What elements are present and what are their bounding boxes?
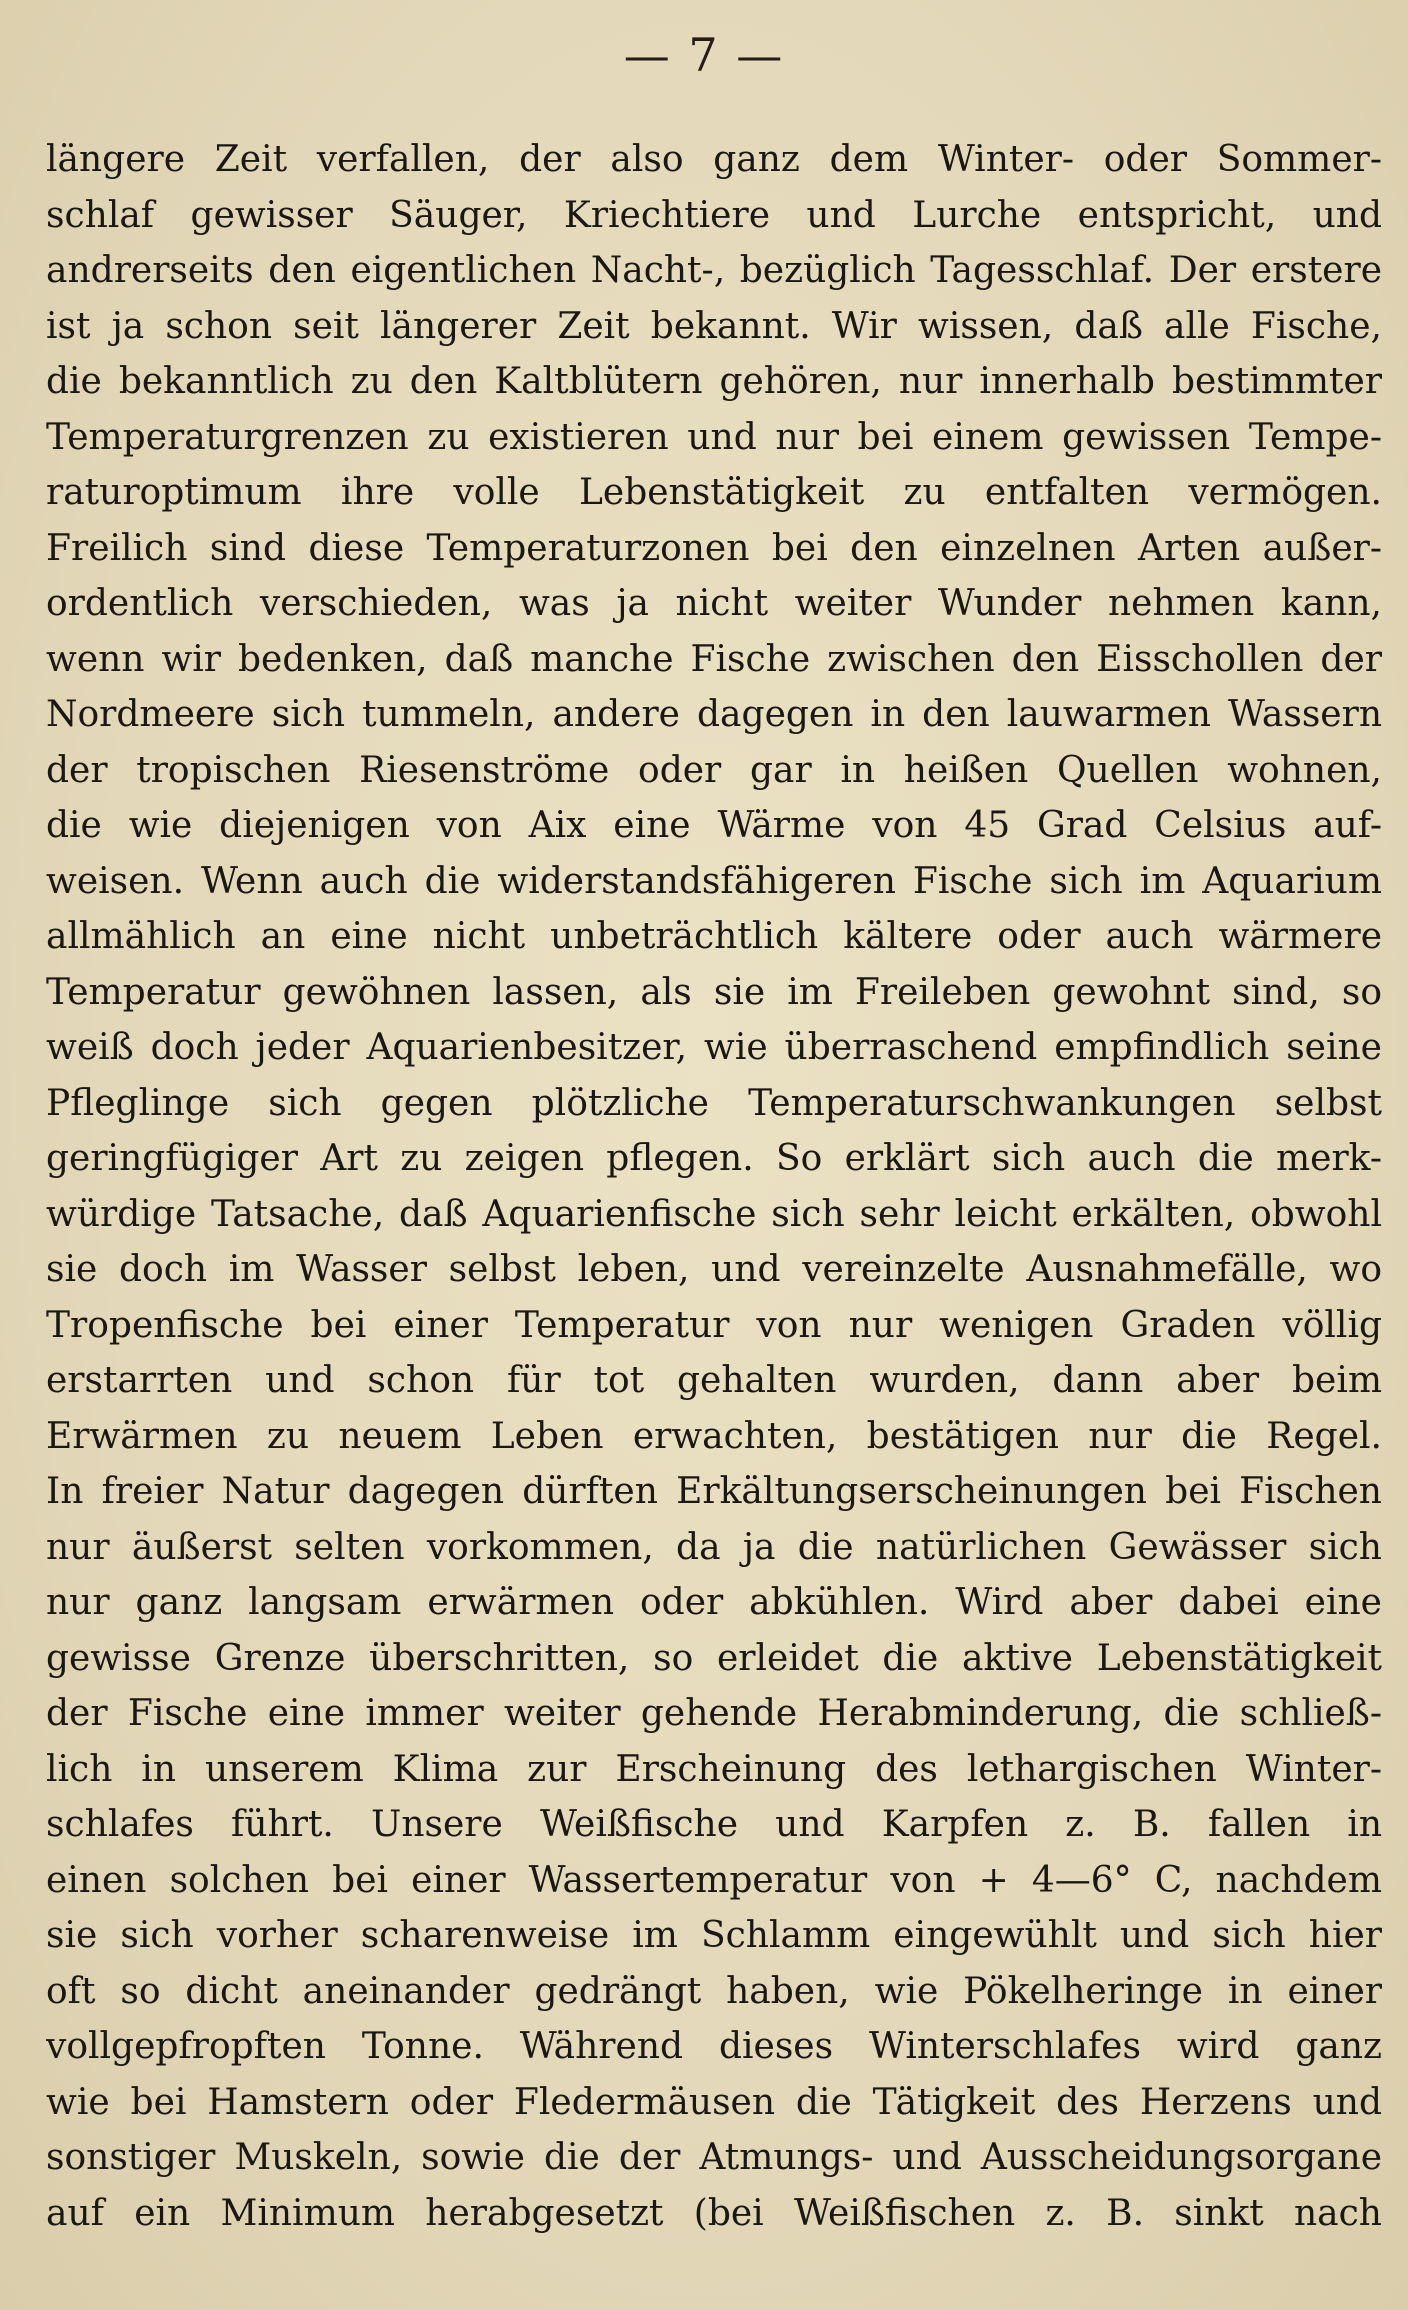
text-line: andrerseits den eigentlichen Nacht-, bezüglich Tagesschlaf. Der erstere [46,250,1382,291]
text-line: nur ganz langsam erwärmen oder abkühlen. Wird aber dabei eine [46,1582,1382,1623]
text-line: die bekanntlich zu den Kaltblütern gehören, nur innerhalb bestimmter [46,361,1382,402]
text-line: sonstiger Muskeln, sowie die der Atmungs- und Ausscheidungsorgane [46,2137,1382,2178]
text-line: wenn wir bedenken, daß manche Fische zwischen den Eisschollen der [46,638,1382,680]
text-line: der tropischen Riesenströme oder gar in heißen Quellen wohnen, [46,749,1382,791]
text-line: ist ja schon seit längerer Zeit bekannt. Wir wissen, daß alle Fische, [46,305,1382,347]
text-line: einen solchen bei einer Wassertemperatur von + 4—6° C, nachdem [46,1859,1382,1901]
text-line: der Fische eine immer weiter gehende Herabminderung, die schließ- [46,1693,1382,1734]
text-line: Tropenfische bei einer Temperatur von nur wenigen Graden völlig [46,1304,1382,1346]
text-line: schlaf gewisser Säuger, Kriechtiere und Lurche entspricht, und [46,194,1382,236]
text-line: auf ein Minimum herabgesetzt (bei Weißfischen z. B. sinkt nach [46,2192,1382,2234]
text-line: Pfleglinge sich gegen plötzliche Temperaturschwankungen selbst [46,1082,1382,1124]
text-line: Erwärmen zu neuem Leben erwachten, bestätigen nur die Regel. [46,1415,1382,1457]
text-line: Nordmeere sich tummeln, andere dagegen in den lauwarmen Wassern [46,694,1382,735]
text-line: Temperatur gewöhnen lassen, als sie im Freileben gewohnt sind, so [46,971,1382,1013]
body-text [46,132,1382,2241]
text-line: sie sich vorher scharenweise im Schlamm eingewühlt und sich hier [46,1915,1382,1956]
text-line: geringfügiger Art zu zeigen pflegen. So erklärt sich auch die merk- [46,1138,1382,1179]
text-line: nur äußerst selten vorkommen, da ja die natürlichen Gewässer sich [46,1526,1382,1568]
text-line: raturoptimum ihre volle Lebenstätigkeit zu entfalten vermögen. [46,472,1382,513]
text-line: sie doch im Wasser selbst leben, und vereinzelte Ausnahmefälle, wo [46,1249,1382,1290]
text-line: gewisse Grenze überschritten, so erleidet die aktive Lebenstätigkeit [46,1637,1382,1679]
text-line: weisen. Wenn auch die widerstandsfähigeren Fische sich im Aquarium [46,860,1382,902]
page-number: — 7 — [623,28,785,82]
text-line: ordentlich verschieden, was ja nicht weiter Wunder nehmen kann, [46,583,1382,624]
text-line: würdige Tatsache, daß Aquarienfische sich sehr leicht erkälten, obwohl [46,1193,1382,1235]
text-line: oft so dicht aneinander gedrängt haben, wie Pökelheringe in einer [46,1970,1382,2012]
text-line: lich in unserem Klima zur Erscheinung des lethargischen Winter- [46,1748,1382,1790]
text-line: längere Zeit verfallen, der also ganz dem Winter- oder Sommer- [46,139,1382,180]
text-line: Temperaturgrenzen zu existieren und nur bei einem gewissen Tempe- [46,416,1382,458]
text-line: die wie diejenigen von Aix eine Wärme von 45 Grad Celsius auf- [46,805,1382,846]
text-line: Freilich sind diese Temperaturzonen bei den einzelnen Arten außer- [46,527,1382,569]
text-line: In freier Natur dagegen dürften Erkältungserscheinungen bei Fischen [46,1471,1382,1512]
text-line: schlafes führt. Unsere Weißfische und Karpfen z. B. fallen in [46,1804,1382,1845]
text-line: erstarrten und schon für tot gehalten wurden, dann aber beim [46,1360,1382,1401]
text-line: weiß doch jeder Aquarienbesitzer, wie überraschend empfindlich seine [46,1027,1382,1068]
text-line: vollgepfropften Tonne. Während dieses Winterschlafes wird ganz [46,2026,1382,2067]
text-line: allmählich an eine nicht unbeträchtlich kältere oder auch wärmere [46,916,1382,957]
text-line: wie bei Hamstern oder Fledermäusen die Tätigkeit des Herzens und [46,2081,1382,2123]
